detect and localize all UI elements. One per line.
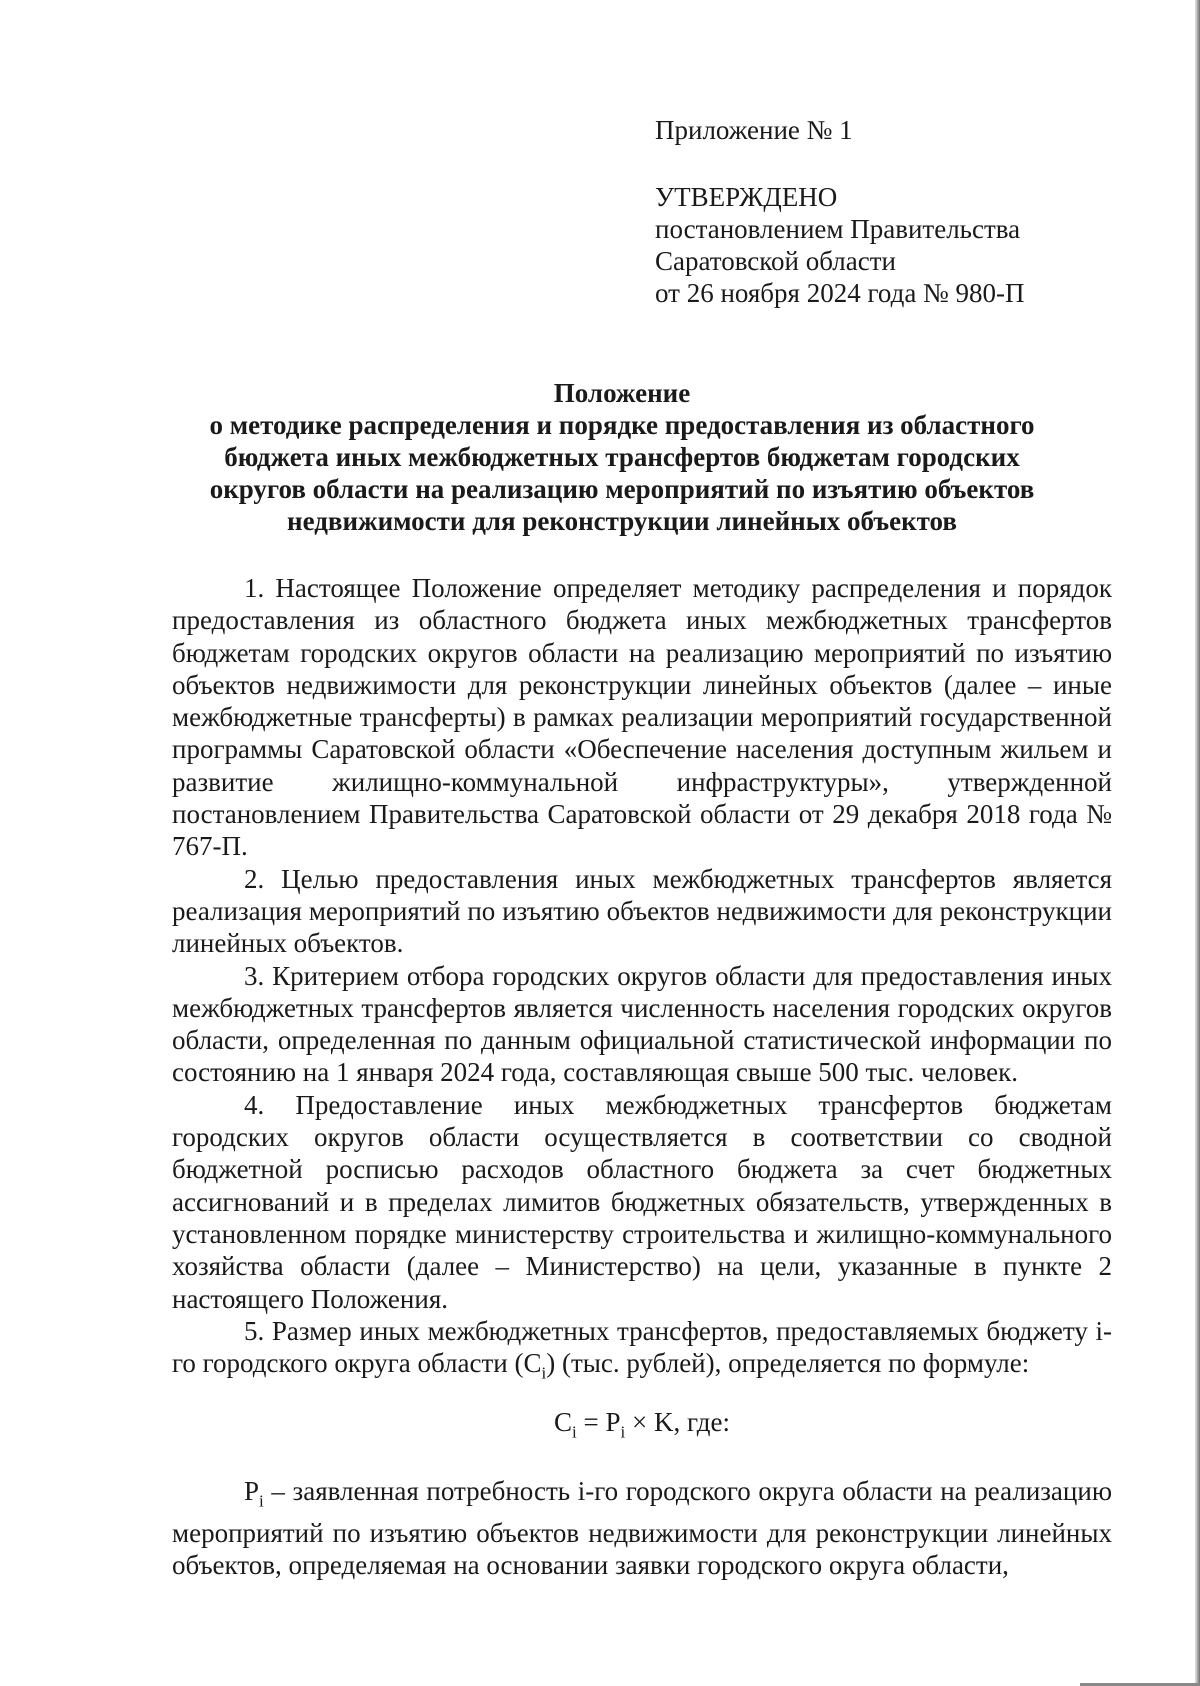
title-line-5: недвижимости для реконструкции линейных объектов [287,506,957,536]
paragraph-1: 1. Настоящее Положение определяет методику распределения и порядок предоставления из областного бюджета иных межбюджетных трансфертов бюджетам городских округов области на реализацию мероприятий по изъятию объектов недвижимости для реконструкции линейных объектов (далее – иные межбюджетные трансферты) в рамках реализации мероприятий государственной программы Саратовской области «Обеспечение населения доступным жильем и развитие жилищно-коммунальной инфраструктуры», утвержденной постановлением Правительства Саратовской области от 29 декабря 2018 года № 767-П. [172,573,1112,862]
approval-block [655,181,1155,309]
formula-p-subscript: i [620,1422,626,1442]
paragraph-6-variable-subscript: i [259,1490,264,1510]
paragraph-2: 2. Целью предоставления иных межбюджетных трансфертов является реализация мероприятий по изъятию объектов недвижимости для реконструкции линейных объектов. [172,863,1112,959]
approved-stamp-text: УТВЕРЖДЕНО [655,182,838,212]
document-body [172,572,1112,1582]
formula [172,1406,1112,1449]
scan-edge-right [1195,0,1200,1686]
title-line-1: Положение [553,378,691,408]
approved-by-line-1: постановлением Правительства [655,214,1021,244]
appendix-label: Приложение № 1 [655,115,853,145]
paragraph-4: 4. Предоставление иных межбюджетных трансфертов бюджетам городских округов области осуществляется в соответствии со сводной бюджетной росписью расходов областного бюджета за счет бюджетных ассигнований и в пределах лимитов бюджетных обязательств, утвержденных в установленном порядке министерству строительства и жилищно-коммунального хозяйства области (далее – Министерство) на цели, указанные в пункте 2 настоящего Положения. [172,1089,1112,1314]
paragraph-5-end: ) (тыс. рублей), определяется по формуле: [546,1348,1030,1379]
paragraph-6-text: – заявленная потребность i-го городского округа области на реализацию мероприятий по изъятию объектов недвижимости для реконструкции линейных объектов, определяемая на основании заявки городского округа области, [172,1475,1112,1581]
approved-by-line-2: Саратовской области [655,246,896,276]
paragraph-5 [172,1315,1112,1390]
approved-date: от 26 ноября 2024 года № 980-П [655,278,1025,308]
document-title [172,377,1072,537]
formula-end: × K, где: [625,1406,730,1437]
formula-c: C [554,1406,573,1437]
formula-c-subscript: i [572,1422,577,1442]
title-line-3: бюджета иных межбюджетных трансфертов бюджетам городских [224,442,1020,472]
title-line-2: о методике распределения и порядке предоставления из областного [209,410,1035,440]
paragraph-5-subscript: i [541,1363,547,1383]
formula-mid: = P [576,1406,621,1437]
paragraph-6-variable: P [244,1475,260,1506]
paragraph-3: 3. Критерием отбора городских округов области для предоставления иных межбюджетных трансфертов является численность населения городских округов области, определенная по данным официальной статистической информации по состоянию на 1 января 2024 года, составляющая свыше 500 тыс. человек. [172,960,1112,1088]
paragraph-6 [172,1475,1112,1582]
title-line-4: округов области на реализацию мероприятий по изъятию объектов [209,474,1035,504]
paragraph-5-start: 5. Размер иных межбюджетных трансфертов, предоставляемых бюджету i-го городского округа области (C [172,1315,1112,1379]
